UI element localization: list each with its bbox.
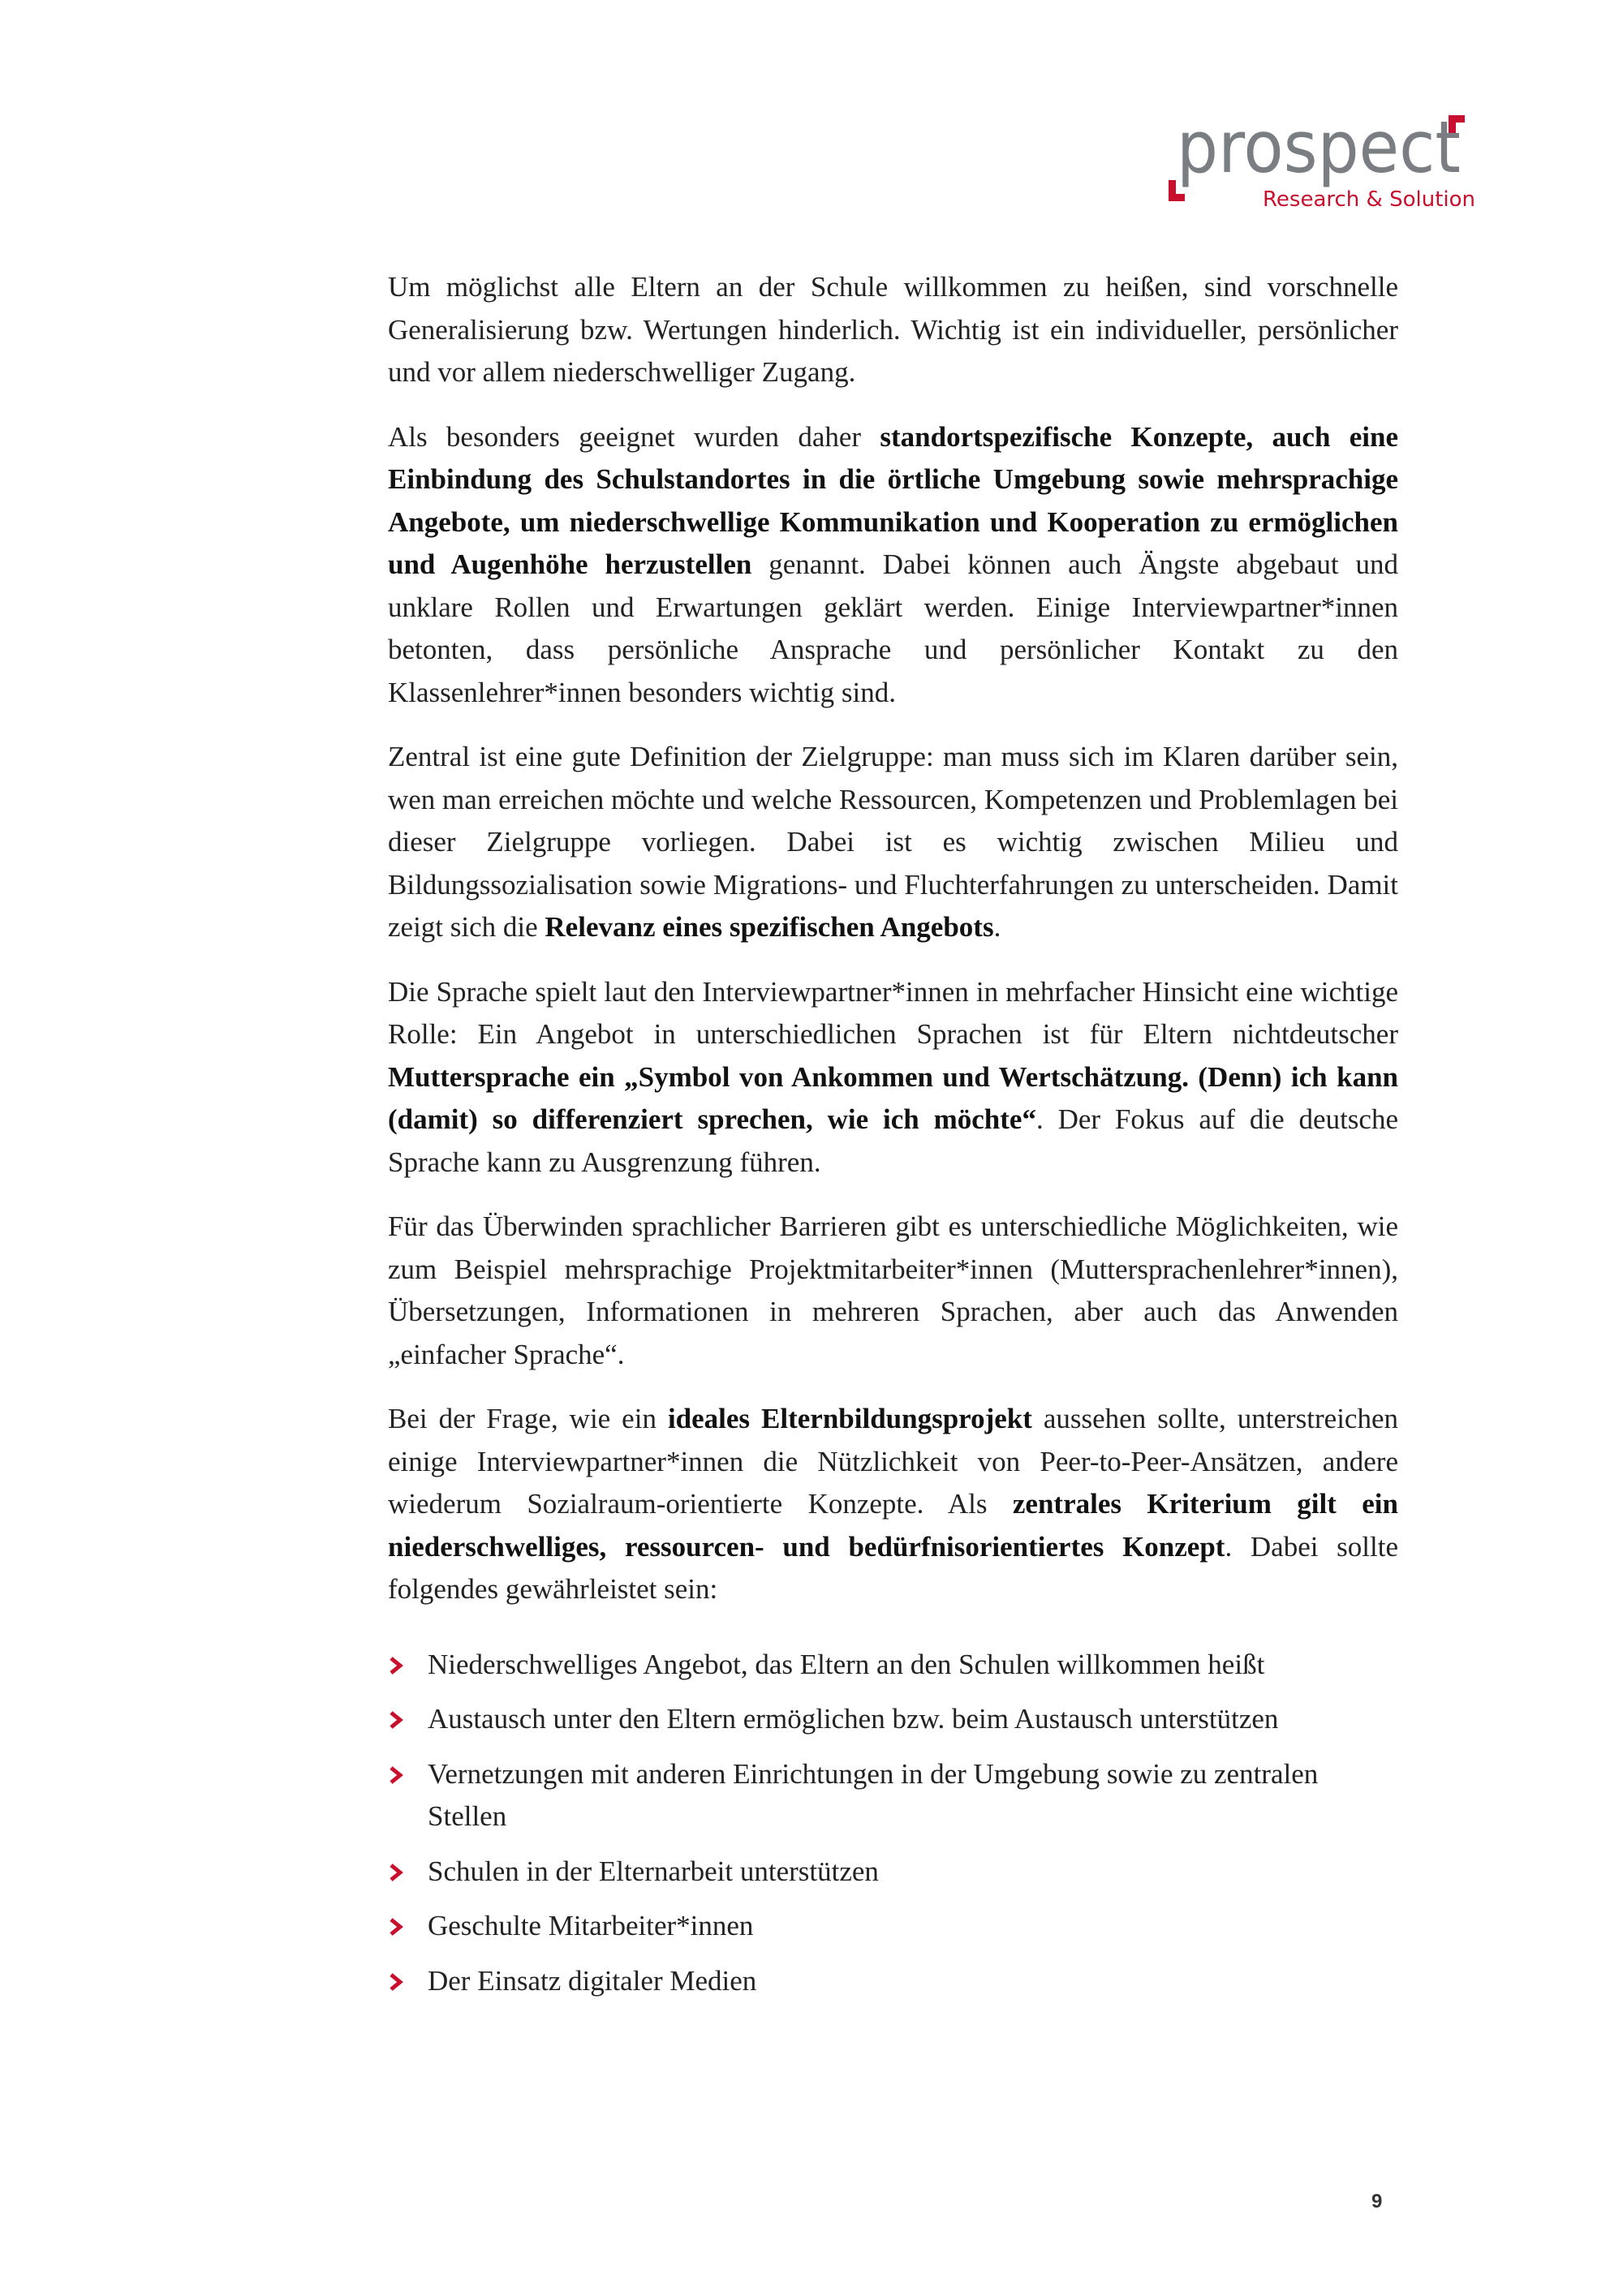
- list-item-text: Vernetzungen mit anderen Einrichtungen in der Umgebung sowie zu zentralen Stellen: [428, 1757, 1319, 1832]
- list-item: [388, 1753, 1398, 1838]
- list-item: [388, 1905, 1398, 1948]
- chevron-right-icon: [388, 1657, 404, 1675]
- list-item: [388, 1960, 1398, 2003]
- list-item-text: Geschulte Mitarbeiter*innen: [428, 1910, 754, 1941]
- paragraph-5: [388, 1206, 1398, 1376]
- paragraph-2-emphasis: standortspezifische Konzepte, auch eine Einbindung des Schulstandortes in die örtliche Umgebung sowie mehrsprachige Angebote, um niederschwellige Kommunikation und Kooperation zu ermöglichen und Augenhöhe herzustellen: [388, 420, 1398, 580]
- paragraph-3-text: Zentral ist eine gute Definition der Zielgruppe: man muss sich im Klaren darüber sein, wen man erreichen möchte und welche Ressourcen, Kompetenzen und Problemlagen bei dieser Zielgruppe vorliegen. Dabei ist es wichtig zwischen Milieu und Bildungssozialisation sowie Migrations- und Fluchterfahrungen zu unterscheiden. Damit zeigt sich die: [388, 741, 1398, 943]
- paragraph-3-emphasis: Relevanz eines spezifischen Angebots: [545, 911, 994, 943]
- paragraph-6-text: Bei der Frage, wie ein: [388, 1403, 668, 1434]
- paragraph-6-text-mid: aussehen sollte, unterstreichen einige Interviewpartner*innen die Nützlichkeit von Peer-to-Peer-Ansätzen, andere wiederum Sozialraum-orientierte Konzepte. Als: [388, 1403, 1398, 1520]
- paragraph-4-quote: Muttersprache ein „Symbol von Ankommen und Wertschätzung. (Denn) ich kann (damit) so differenziert sprechen, wie ich möchte“: [388, 1060, 1398, 1135]
- paragraph-1-text: Um möglichst alle Eltern an der Schule willkommen zu heißen, sind vorschnelle Generalisierung bzw. Wertungen hinderlich. Wichtig ist ein individueller, persönlicher und vor allem niederschwelliger Zugang.: [388, 271, 1398, 388]
- chevron-right-icon: [388, 1766, 404, 1784]
- list-item: [388, 1644, 1398, 1687]
- paragraph-6-text-end: . Dabei sollte folgendes gewährleistet sein:: [388, 1530, 1398, 1605]
- list-item: [388, 1851, 1398, 1894]
- paragraph-3: [388, 736, 1398, 949]
- list-item: [388, 1698, 1398, 1741]
- paragraph-2-text: Als besonders geeignet wurden daher: [388, 420, 880, 453]
- paragraph-4: [388, 971, 1398, 1185]
- page-number: 9: [1371, 2191, 1383, 2212]
- main-text: [388, 266, 1398, 2014]
- paragraph-4-text: Die Sprache spielt laut den Interviewpartner*innen in mehrfacher Hinsicht eine wichtige Rolle: Ein Angebot in unterschiedlichen Sprachen ist für Eltern nichtdeutscher: [388, 975, 1398, 1050]
- chevron-right-icon: [388, 1918, 404, 1936]
- paragraph-2: [388, 416, 1398, 715]
- logo-wordmark: prospect: [1177, 114, 1461, 189]
- paragraph-1: [388, 266, 1398, 394]
- list-item-text: Der Einsatz digitaler Medien: [428, 1964, 757, 1997]
- prospect-logo: [1160, 114, 1485, 227]
- paragraph-3-text-end: .: [993, 911, 1001, 943]
- paragraph-5-text: Für das Überwinden sprachlicher Barrieren gibt es unterschiedliche Möglichkeiten, wie zum Beispiel mehrsprachige Projektmitarbeiter*innen (Muttersprachenlehrer*innen), Übersetzungen, Informationen in mehreren Sprachen, aber auch das Anwenden „einfacher Sprache“.: [388, 1210, 1398, 1370]
- chevron-right-icon: [388, 1711, 404, 1729]
- paragraph-6: [388, 1398, 1398, 1611]
- paragraph-2-text-end: genannt. Dabei können auch Ängste abgebaut und unklare Rollen und Erwartungen geklärt werden. Einige Interviewpartner*innen betonten, dass persönliche Ansprache und persönlicher Kontakt zu den Klassenlehrer*innen besonders wichtig sind.: [388, 548, 1399, 708]
- list-item-text: Niederschwelliges Angebot, das Eltern an den Schulen willkommen heißt: [428, 1648, 1265, 1680]
- chevron-right-icon: [388, 1864, 404, 1881]
- paragraph-6-emphasis-1: ideales Elternbildungsprojekt: [667, 1403, 1032, 1434]
- logo-tagline: Research & Solution: [1263, 187, 1475, 212]
- list-item-text: Schulen in der Elternarbeit unterstützen: [428, 1855, 879, 1887]
- criteria-list: [388, 1644, 1398, 2003]
- paragraph-6-emphasis-2: zentrales Kriterium gilt ein niederschwelliges, ressourcen- und bedürfnisorientiertes Konzept: [388, 1488, 1398, 1563]
- paragraph-4-text-end: . Der Fokus auf die deutsche Sprache kann zu Ausgrenzung führen.: [388, 1103, 1398, 1178]
- list-item-text: Austausch unter den Eltern ermöglichen bzw. beim Austausch unterstützen: [428, 1703, 1279, 1735]
- chevron-right-icon: [388, 1973, 404, 1991]
